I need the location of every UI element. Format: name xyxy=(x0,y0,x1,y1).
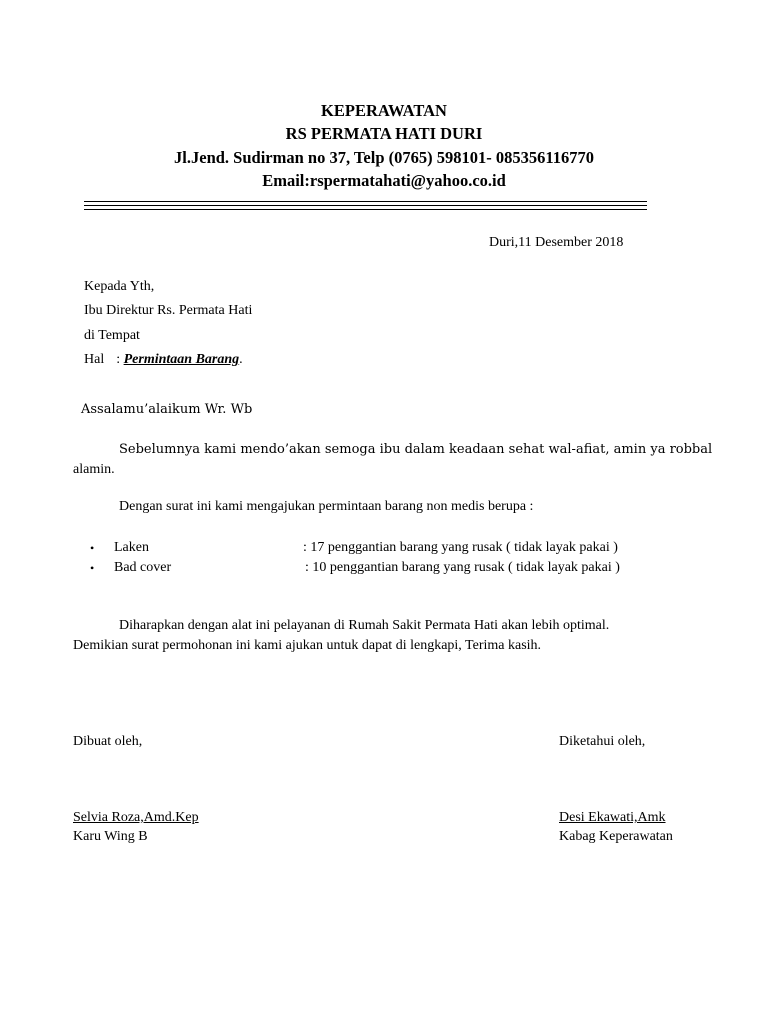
list-item-detail: : 17 penggantian barang yang rusak ( tidak layak pakai ) xyxy=(303,540,618,555)
signature-right-title: Kabag Keperawatan xyxy=(559,829,673,844)
letter-date: Duri,11 Desember 2018 xyxy=(489,235,624,250)
paragraph1-line1: Sebelumnya kami mendo’akan semoga ibu dalam keadaan sehat wal-afiat, amin ya robbal xyxy=(119,442,713,457)
signature-left-label: Dibuat oleh, xyxy=(73,734,143,749)
paragraph1-line2: alamin. xyxy=(73,462,115,477)
subject-end: . xyxy=(239,352,243,367)
paragraph2: Dengan surat ini kami mengajukan permintaan barang non medis berupa : xyxy=(119,499,534,514)
letterhead-address: Jl.Jend. Sudirman no 37, Telp (0765) 598101- 085356116770 xyxy=(174,148,594,167)
subject-separator: : xyxy=(116,352,121,367)
greeting: Assalamu’alaikum Wr. Wb xyxy=(81,402,253,417)
letterhead-title: KEPERAWATAN xyxy=(321,101,447,120)
subject-line xyxy=(84,352,243,368)
paragraph3-line2: Demikian surat permohonan ini kami ajukan untuk dapat di lengkapi, Terima kasih. xyxy=(73,638,542,653)
header-divider-middle xyxy=(84,205,647,206)
signature-left-title: Karu Wing B xyxy=(73,829,148,844)
recipient-name: Ibu Direktur Rs. Permata Hati xyxy=(84,303,253,318)
list-item-bullet: • xyxy=(90,561,95,575)
subject-label: Hal xyxy=(84,352,105,367)
signature-right-name: Desi Ekawati,Amk xyxy=(559,810,666,825)
signature-left-name: Selvia Roza,Amd.Kep xyxy=(73,810,199,825)
recipient-salutation: Kepada Yth, xyxy=(84,279,155,294)
list-item-bullet: • xyxy=(90,541,95,555)
letterhead-email: Email:rspermatahati@yahoo.co.id xyxy=(262,171,506,190)
recipient-place: di Tempat xyxy=(84,328,140,343)
signature-right-label: Diketahui oleh, xyxy=(559,734,646,749)
paragraph3-line1: Diharapkan dengan alat ini pelayanan di Rumah Sakit Permata Hati akan lebih optimal. xyxy=(119,618,610,633)
list-item-name: Laken xyxy=(114,540,149,555)
header-divider-bottom xyxy=(84,209,647,210)
list-item-detail: : 10 penggantian barang yang rusak ( tidak layak pakai ) xyxy=(305,560,620,575)
header-divider-top xyxy=(84,201,647,202)
subject-value: Permintaan Barang xyxy=(123,352,240,367)
list-item-name: Bad cover xyxy=(114,560,172,575)
letterhead-hospital-name: RS PERMATA HATI DURI xyxy=(285,124,483,143)
